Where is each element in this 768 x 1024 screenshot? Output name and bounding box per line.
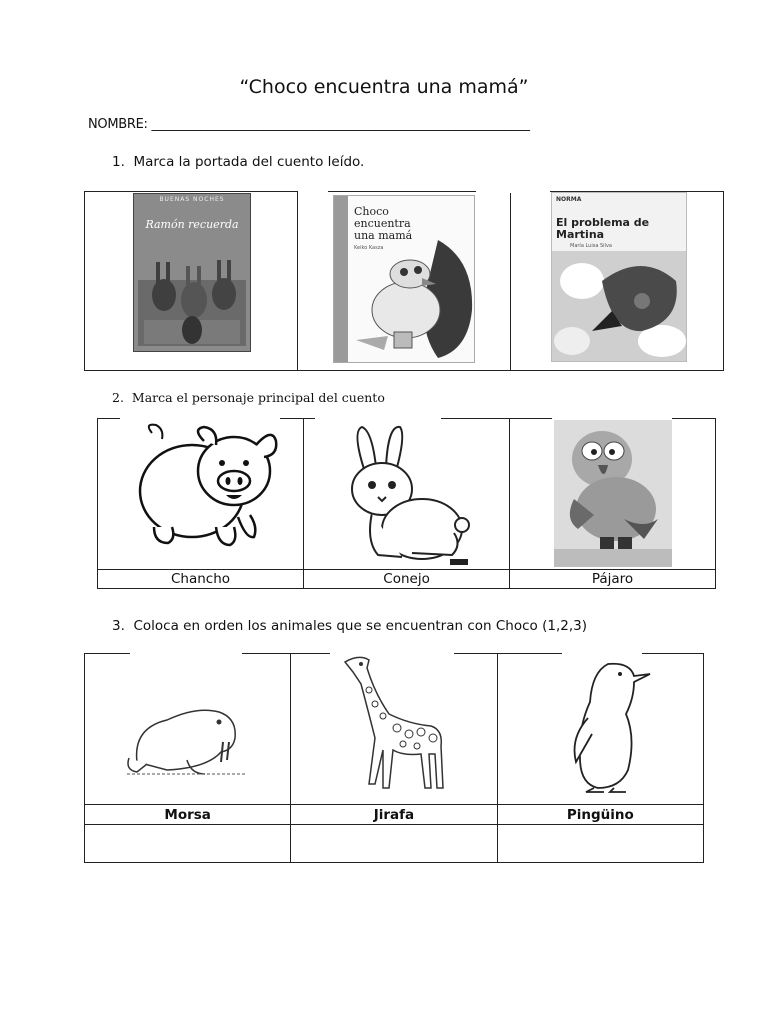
rabbits-illustration (134, 240, 250, 350)
question-3 (112, 618, 587, 634)
cover-martina-series: NORMA (556, 196, 582, 203)
choco-illustration (348, 240, 474, 360)
book-covers-table (84, 191, 724, 371)
cover-ramon-title: Ramón recuerda (145, 218, 239, 231)
cover-el-problema-de-martina (551, 192, 687, 362)
cover-ramon-series: BUENAS NOCHES (159, 196, 225, 203)
giraffe-illustration (339, 654, 455, 794)
animal-overlap-gap-3 (562, 651, 642, 655)
bird-illustration (554, 419, 672, 567)
character-cell-conejo[interactable] (304, 419, 510, 570)
character-label-chancho: Chancho (98, 570, 304, 589)
cover-ramon-recuerda (133, 193, 251, 352)
worksheet-title: “Choco encuentra una mamá” (239, 76, 529, 98)
walrus-illustration (127, 698, 247, 778)
characters-table (97, 418, 716, 589)
cover-choco-author: Keiko Kasza (354, 245, 384, 251)
character-label-pajaro: Pájaro (510, 570, 716, 589)
answer-cell-morsa[interactable] (85, 825, 291, 863)
answer-cell-pinguino[interactable] (497, 825, 703, 863)
question-1 (112, 154, 364, 170)
question-2-text: Marca el personaje principal del cuento (131, 390, 385, 405)
cover-martina-author: María Luisa Silva (570, 243, 612, 249)
name-field-label: NOMBRE: _____________________________________________________________ (88, 117, 530, 132)
character-overlap-gap-3 (552, 416, 672, 420)
cover-martina-title: El problema de Martina (556, 216, 650, 241)
pig-illustration (134, 423, 284, 553)
animal-label-jirafa: Jirafa (291, 805, 497, 825)
animal-label-morsa: Morsa (85, 805, 291, 825)
penguin-illustration (564, 658, 654, 798)
cover-choco-title: Choco encuentra una mamá (354, 205, 413, 242)
hedgehog-flowers-illustration (552, 251, 686, 361)
rabbit-illustration (342, 421, 474, 567)
question-1-number: 1. (112, 154, 125, 170)
cover-cell-martina[interactable] (511, 192, 724, 371)
character-overlap-gap-1 (120, 416, 280, 420)
animal-overlap-gap-2 (330, 651, 454, 655)
animal-cell-pinguino (497, 654, 703, 805)
cover-cell-ramon[interactable] (85, 192, 298, 371)
animal-cell-jirafa (291, 654, 497, 805)
question-3-number: 3. (112, 618, 125, 634)
question-2 (112, 390, 385, 405)
character-cell-pajaro[interactable] (510, 419, 716, 570)
answer-cell-jirafa[interactable] (291, 825, 497, 863)
character-overlap-gap-2 (315, 416, 441, 420)
animal-label-pinguino: Pingüino (497, 805, 703, 825)
character-cell-chancho[interactable] (98, 419, 304, 570)
question-2-number: 2. (112, 390, 124, 405)
cover-cell-choco[interactable] (298, 192, 511, 371)
question-1-text: Marca la portada del cuento leído. (133, 154, 365, 170)
cover-choco (333, 195, 475, 363)
animal-cell-morsa (85, 654, 291, 805)
cover-overlap-gap-1 (298, 189, 328, 193)
animal-overlap-gap-1 (130, 651, 242, 655)
question-3-text: Coloca en orden los animales que se encuentran con Choco (1,2,3) (133, 618, 587, 634)
animals-order-table (84, 653, 704, 863)
character-label-conejo: Conejo (304, 570, 510, 589)
cover-overlap-gap-2 (476, 189, 550, 193)
